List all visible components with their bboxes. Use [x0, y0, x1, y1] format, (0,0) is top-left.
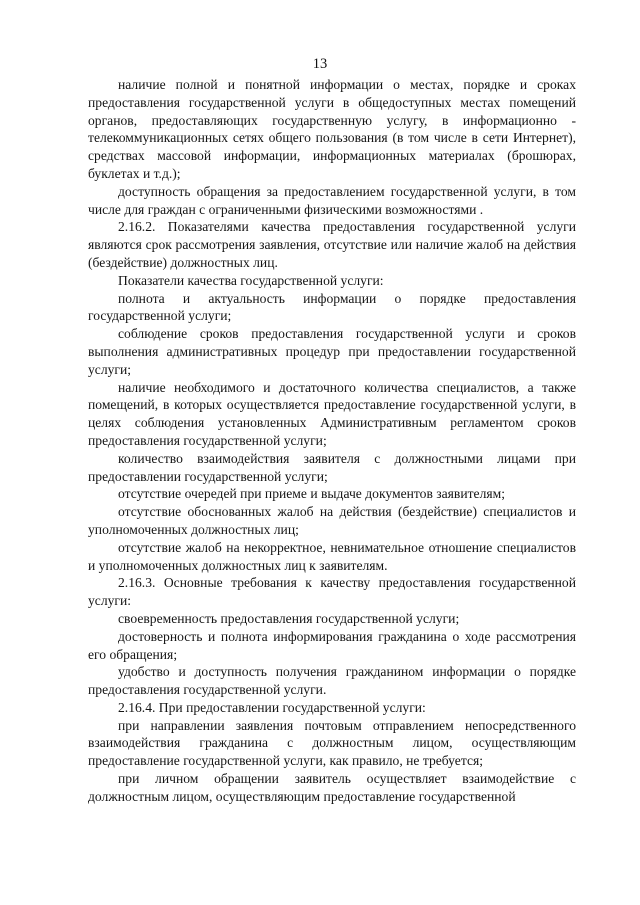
page-number: 13: [312, 56, 328, 72]
paragraph-postal: при направлении заявления почтовым отправлением непосредственного взаимодействия гражданина с должностным лицом, осуществляющим предоставление государственной услуги, как правило, не требуется;: [88, 717, 576, 769]
paragraph-info-availability: наличие полной и понятной информации о местах, порядке и сроках предоставления государственной услуги в общедоступных местах помещений органов, предоставляющих государственную услугу, в информационно - телекоммуникационных сетях общего пользования (в том числе в сети Интернет), средствах массовой информации, информационных материалах (брошюрах, буклетах и т.д.);: [88, 77, 576, 181]
paragraph-no-queues: отсутствие очередей при приеме и выдаче документов заявителям;: [118, 486, 505, 502]
paragraph-no-incorrect-attitude: отсутствие жалоб на некорректное, невнимательное отношение специалистов и уполномоченных должностных лиц к заявителям.: [88, 539, 576, 573]
paragraph-specialists: наличие необходимого и достаточного количества специалистов, а также помещений, в которых осуществляется предоставление государственной услуги, в целях соблюдения установленных Административным регламентом сроков предоставления государственной услуги;: [88, 379, 576, 448]
paragraph-interactions: количество взаимодействия заявителя с должностными лицами при предоставлении государственной услуги;: [88, 450, 576, 484]
paragraph-section-2-16-2: 2.16.2. Показателями качества предоставления государственной услуги являются срок рассмотрения заявления, отсутствие или наличие жалоб на действия (бездействие) должностных лиц.: [88, 219, 576, 270]
paragraph-access: доступность обращения за предоставлением государственной услуги, в том числе для граждан с ограниченными физическими возможностями .: [88, 183, 576, 217]
paragraph-section-2-16-3: 2.16.3. Основные требования к качеству предоставления государственной услуги:: [88, 575, 576, 609]
paragraph-reliability: достоверность и полнота информирования гражданина о ходе рассмотрения его обращения;: [88, 628, 576, 662]
paragraph-personal-visit: при личном обращении заявитель осуществляет взаимодействие с должностным лицом, осуществляющим предоставление государственной: [88, 771, 576, 804]
paragraph-no-complaints: отсутствие обоснованных жалоб на действия (бездействие) специалистов и уполномоченных должностных лиц;: [88, 504, 576, 537]
paragraph-quality-indicators: Показатели качества государственной услуги:: [118, 272, 384, 288]
paragraph-convenience: удобство и доступность получения гражданином информации о порядке предоставления государственной услуги.: [88, 664, 576, 698]
paragraph-section-2-16-4: 2.16.4. При предоставлении государственной услуги:: [118, 699, 426, 715]
paragraph-completeness: полнота и актуальность информации о порядке предоставления государственной услуги;: [88, 290, 576, 324]
document-body: [88, 76, 576, 806]
paragraph-deadlines: соблюдение сроков предоставления государственной услуги и сроков выполнения административных процедур при предоставлении государственной услуги;: [88, 326, 576, 377]
paragraph-timeliness: своевременность предоставления государственной услуги;: [118, 610, 460, 626]
